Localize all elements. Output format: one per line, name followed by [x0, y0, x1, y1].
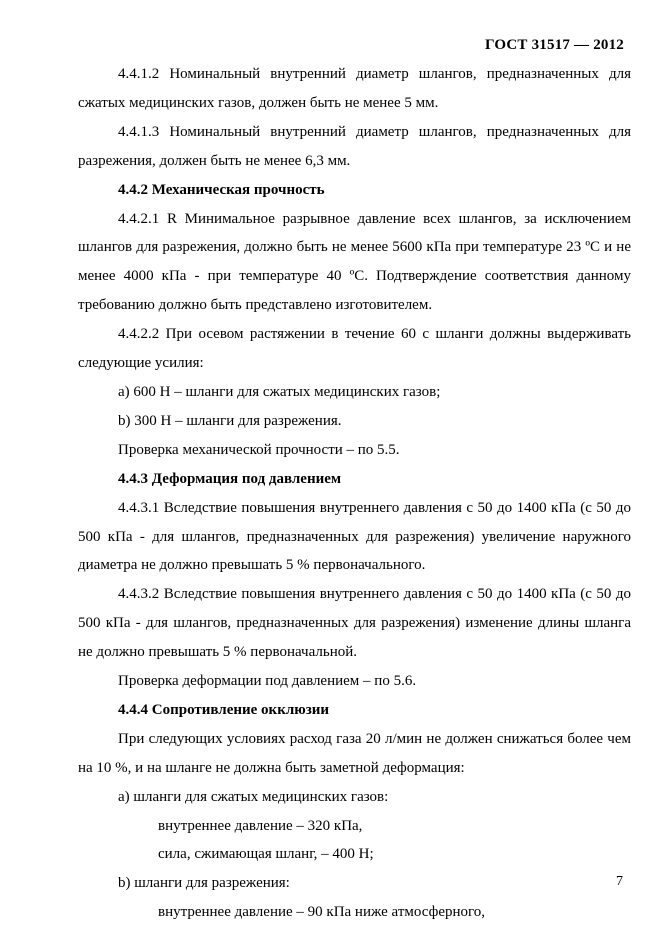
section-heading-4-4-2: 4.4.2 Механическая прочность — [118, 181, 325, 198]
section-heading-4-4-4: 4.4.4 Сопротивление окклюзии — [118, 701, 330, 718]
sub-item-force-400: сила, сжимающая шланг, – 400 Н; — [158, 846, 374, 863]
paragraph-check-strength: Проверка механической прочности – по 5.5. — [118, 441, 400, 458]
list-item-a-gases: а) шланги для сжатых медицинских газов: — [118, 788, 389, 805]
page-number: 7 — [616, 874, 623, 889]
paragraph-4-4-1-3: 4.4.1.3 Номинальный внутренний диаметр шлангов, предназначенных для разрежения, должен быть не менее 6,3 мм. — [78, 123, 631, 169]
document-code-header: ГОСТ 31517 — 2012 — [484, 37, 624, 53]
paragraph-check-deformation: Проверка деформации под давлением – по 5.6. — [118, 673, 417, 690]
paragraph-4-4-1-2: 4.4.1.2 Номинальный внутренний диаметр шлангов, предназначенных для сжатых медицинских газов, должен быть не менее 5 мм. — [78, 66, 631, 111]
paragraph-4-4-3-2: 4.4.3.2 Вследствие повышения внутреннего давления с 50 до 1400 кПа (с 50 до 500 кПа - для шлангов, предназначенных для разрежения) изменение длины шланга не должно превышать 5 % первоначальной. — [78, 586, 631, 661]
list-item-a: a) 600 Н – шланги для сжатых медицинских газов; — [118, 383, 441, 400]
paragraph-4-4-2-2: 4.4.2.2 При осевом растяжении в течение 60 с шланги должны выдерживать следующие усилия: — [78, 326, 631, 372]
sub-item-pressure-90: внутреннее давление – 90 кПа ниже атмосферного, — [158, 904, 486, 921]
paragraph-4-4-3-1: 4.4.3.1 Вследствие повышения внутреннего давления с 50 до 1400 кПа (с 50 до 500 кПа - для шлангов, предназначенных для разрежения) увеличение наружного диаметра не должно превышать 5 % первоначального. — [78, 499, 631, 574]
list-item-b: b) 300 Н – шланги для разрежения. — [118, 412, 342, 429]
paragraph-4-4-2-1: 4.4.2.1 R Минимальное разрывное давление всех шлангов, за исключением шлангов для разрежения, должно быть не менее 5600 кПа при температуре 23 ºС и не менее 4000 кПа - при температуре 40 ºС. Подтверждение соответствия данному требованию должно быть представлено изготовителем. — [78, 210, 631, 314]
document-body — [78, 60, 631, 927]
sub-item-pressure-320: внутреннее давление – 320 кПа, — [158, 817, 363, 834]
list-item-b-vacuum: b) шланги для разрежения: — [118, 875, 290, 892]
paragraph-conditions: При следующих условиях расход газа 20 л/мин не должен снижаться более чем на 10 %, и на шланге не должна быть заметной деформация: — [78, 730, 631, 776]
section-heading-4-4-3: 4.4.3 Деформация под давлением — [118, 470, 342, 487]
